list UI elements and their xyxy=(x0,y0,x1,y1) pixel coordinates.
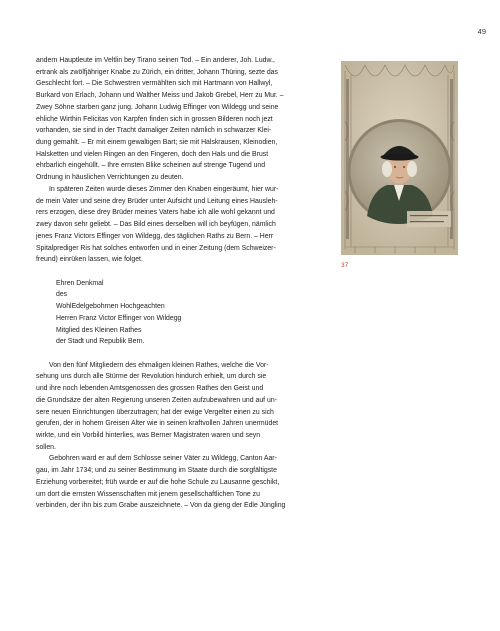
inscription-line: des xyxy=(56,291,68,299)
text-line: zwey davon sehr geliebt. – Das Bild eines derselben will ich beyfügen, nämlich xyxy=(36,221,276,229)
text-line: vorhanden, sie sind in der Tracht damaliger Zeiten nämlich in schwarzer Klei- xyxy=(36,127,272,135)
text-line: wirkte, und ein Vorbild hinterlies, was Berner Magistraten waren und seyn xyxy=(36,432,261,439)
paragraph-3 xyxy=(36,360,333,454)
text-line: und ihre noch lebenden Amtsgenossen des grossen Rathes den Geist und xyxy=(36,385,264,393)
inscription-line: Mitglied des Kleinen Rathes xyxy=(56,326,142,334)
text-line: sere neuen Einrichtungen überzutragen; hat der ewige Vergelter einen zu sich xyxy=(36,408,274,416)
text-line: rers erzogen, diese drey Brüder meines Vaters habe ich alle wohl gekannt und xyxy=(36,209,275,217)
inscription-line: Herren Franz Victor Effinger von Wildegg xyxy=(56,314,182,322)
paragraph-1 xyxy=(36,55,333,184)
text-line: Ordnung in häuslichen Verrichtungen zu deuten. xyxy=(36,174,184,182)
text-line: ehrbarlich eingehüllt. – Ihre ernsten Blike scheinen auf strenge Tugend und xyxy=(36,162,266,170)
text-line: ertrank als zwölfjähriger Knabe zu Zürich, ein dritter, Johann Thüring, sezte das xyxy=(36,68,278,76)
text-line: freund) einrüken lassen, wie folget. xyxy=(36,256,143,264)
text-line: verbinden, der ihn bis zum Grabe auszeichnete. – Von da gieng der Edle Jüngling xyxy=(36,502,286,510)
body-text xyxy=(36,55,333,512)
page-number: 49 xyxy=(477,27,486,36)
text-line: um dort die ernsten Wissenschaften mit jenem gesellschaftlichen Tone zu xyxy=(36,490,260,498)
paragraph-4 xyxy=(36,453,333,512)
text-line: Von den fünf Mitgliedern des ehmaligen kleinen Rathes, welche die Vor- xyxy=(49,361,269,369)
text-line: gerufen, der in hohem Greisen Alter wie in seinen kraftvollen Jahren unermüdet xyxy=(36,420,279,428)
text-line: dung gemahlt. – Er mit einem gewaltigen Bart; sie mit Halskrausen, Kleinodien, xyxy=(36,139,278,147)
text-line: sollen. xyxy=(36,443,56,451)
portrait-image xyxy=(341,61,458,255)
text-line: Burkard von Erlach, Johann und Walther Meiss und Jakob Grebel, Herr zu Mur. – xyxy=(36,92,284,100)
inscription-line: Ehren Denkmal xyxy=(56,279,104,287)
memorial-inscription xyxy=(36,278,333,348)
text-line: In späteren Zeiten wurde dieses Zimmer den Knaben eingeräumt, hier wur- xyxy=(49,185,279,193)
text-line: jenes Franz Victors Effinger von Wildegg, des täglichen Raths zu Bern. – Herr xyxy=(36,232,274,240)
text-line: die Grundsäze der alten Regierung unseren Zeiten aufzubewahren und auf un- xyxy=(36,396,277,404)
figure-number: 37 xyxy=(341,262,349,269)
text-line: Erziehung vorbereitet; früh wurde er auf die hohe Schule zu Lausanne geschikt, xyxy=(36,478,280,486)
text-line: Geschlecht fort. – Die Schwestren vermählten sich mit Hartmann von Hallwyl, xyxy=(36,80,273,88)
text-line: Spitalprediger Ris hat solches entworfen und in einer Zeitung (dem Schweizer- xyxy=(36,244,276,252)
portrait-figure xyxy=(341,61,458,255)
text-line: andern Hauptleute im Veltlin bey Tirano seinen Tod. – Ein anderer, Joh. Ludw., xyxy=(36,57,275,64)
text-line: Gebohren ward er auf dem Schlosse seiner Väter zu Wildegg, Canton Aar- xyxy=(49,455,277,463)
text-line: gau, im Jahr 1734; und zu seiner Bestimmung im Staate durch die sorgfältigste xyxy=(36,467,277,475)
text-line: sehung uns durch alle Stürme der Revolution hindurch erhielt, um durch sie xyxy=(36,373,267,381)
inscription-line: WohlEdelgebohrnen Hochgeachten xyxy=(56,303,165,311)
text-line: de mein Vater und seine drey Brüder unter Aufsicht und Leitung eines Hausleh- xyxy=(36,197,278,205)
text-line: Zwey Söhne starben ganz jung. Johann Ludwig Effinger von Wildegg und seine xyxy=(36,103,279,111)
inscription-line: der Stadt und Republik Bern. xyxy=(56,338,145,346)
text-line: ehliche Wirthin Felicitas von Karpfen finden sich in grossen Bilderen noch jezt xyxy=(36,115,273,123)
text-line: Halsketten und vielen Ringen an den Fingeren, doch den Hals und die Brust xyxy=(36,150,269,158)
paragraph-2 xyxy=(36,184,333,266)
